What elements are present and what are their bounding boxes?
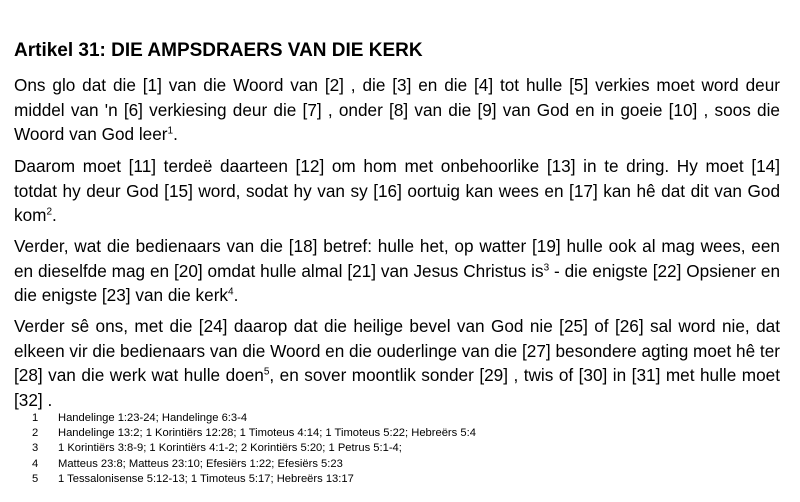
footnote-ref-1[interactable]: 1: [167, 125, 174, 137]
footnote-number: 4: [32, 457, 39, 470]
paragraph-4: [14, 314, 780, 412]
paragraph-text: Ons glo dat die [1] van die Woord van [2] , die [3] en die [4] tot hulle [5] verkies moet word deur middel van 'n [6] verkiesing deur die [7] , onder [8] van die [9] van God en in goeie [10] , soos die Woord van God leer: [14, 75, 780, 144]
footnote-item: [32, 457, 476, 472]
paragraph-tail: .: [233, 285, 239, 305]
footnote-ref-4[interactable]: 4: [228, 286, 234, 298]
paragraph-3: [14, 234, 780, 308]
footnote-item: [32, 441, 476, 456]
paragraph-text: Verder sê ons, met die [24] daarop dat die heilige bevel van God nie [25] of [26] sal word nie, dat elkeen vir die bedienaars van die Woord en die ouderlinge van die [27] besondere agting moet hê ter [28] van die werk wat hulle doen: [14, 316, 780, 385]
footnote-list: [32, 411, 476, 487]
footnote-number: 5: [32, 472, 39, 485]
paragraph-tail: .: [52, 205, 57, 225]
paragraph-2: [14, 154, 780, 228]
footnote-text: Matteus 23:8; Matteus 23:10; Efesiërs 1:22; Efesiërs 5:23: [58, 457, 343, 470]
footnote-item: [32, 472, 476, 487]
footnote-ref-5[interactable]: 5: [263, 366, 270, 378]
footnote-number: 2: [32, 427, 39, 440]
footnote-number: 1: [32, 412, 39, 424]
paragraph-tail: .: [173, 124, 178, 144]
footnote-ref-2[interactable]: 2: [46, 206, 53, 218]
paragraph-text: Daarom moet [11] terdeë daarteen [12] om hom met onbehoorlike [13] in te dring. Hy moet [14] totdat hy deur God [15] word, sodat hy van sy [16] oortuig kan wees en [17] kan hê dat dit van God kom: [14, 156, 780, 225]
footnote-item: [32, 411, 476, 426]
article-title: Artikel 31: DIE AMPSDRAERS VAN DIE KERK: [14, 40, 423, 61]
footnote-item: [32, 426, 476, 441]
footnote-text: Handelinge 1:23-24; Handelinge 6:3-4: [58, 412, 248, 424]
paragraph-1: [14, 73, 780, 147]
paragraph-text: Verder, wat die bedienaars van die [18] betref: hulle het, op watter [19] hulle ook al mag wees, een en dieselfde mag en [20] omdat hulle almal [21] van Jesus Christus is: [14, 236, 780, 281]
paragraph-text-continued: - die enigste [22] Opsiener en die enigste [23] van die kerk: [14, 260, 781, 305]
paragraph-tail: , en sover moontlik sonder [29] , twis of [30] in [31] met hulle moet [32] .: [14, 365, 780, 410]
footnote-ref-3[interactable]: 3: [543, 261, 550, 273]
footnote-number: 3: [32, 442, 39, 455]
footnote-text: Handelinge 13:2; 1 Korintiërs 12:28; 1 Timoteus 4:14; 1 Timoteus 5:22; Hebreërs 5:4: [58, 427, 476, 440]
footnote-text: 1 Korintiërs 3:8-9; 1 Korintiërs 4:1-2; 2 Korintiërs 5:20; 1 Petrus 5:1-4;: [58, 442, 402, 455]
footnote-text: 1 Tessalonisense 5:12-13; 1 Timoteus 5:17; Hebreërs 13:17: [58, 472, 354, 485]
